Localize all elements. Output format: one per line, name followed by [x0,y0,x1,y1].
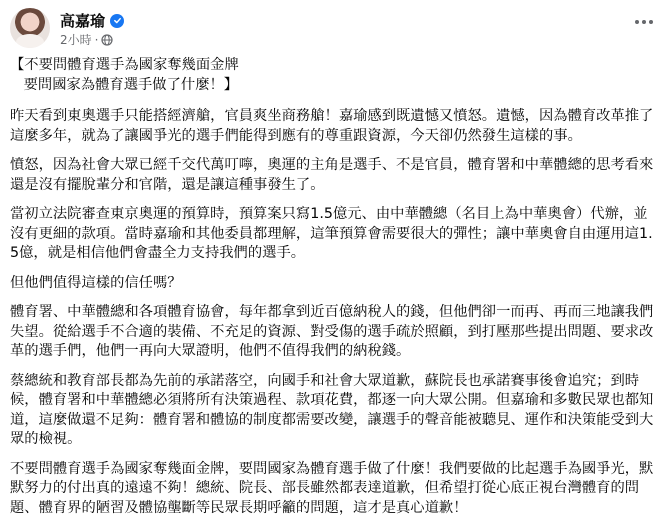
globe-icon [101,34,113,46]
more-options-icon[interactable] [630,12,658,32]
post-header [10,6,658,50]
meta-separator: · [94,32,99,47]
post-paragraph: 但他們值得這樣的信任嗎？ [10,274,182,291]
post-paragraph: 昨天看到東奧選手只能搭經濟艙，官員爽坐商務艙！嘉瑜感到既遺憾又憤怒。遺憾，因為體育改革推了這麼多年，就為了讓國爭光的選手們能得到應有的尊重跟資源，今天卻仍然發生這樣的事。 [10,108,654,144]
post-title: 【不要問體育選手為國家奪幾面金牌 要問國家為體育選手做了什麼！】 [10,57,239,93]
post-paragraph: 不要問體育選手為國家奪幾面金牌，要問國家為體育選手做了什麼！我們要做的比起選手為國爭光，默默努力的付出真的遠遠不夠！總統、院長、部長雖然都表達道歉，但希望打從心底正視台灣體育的問題、體育界的陋習及體協壟斷等民眾長期呼籲的問題，這才是真心道歉！ [10,460,654,516]
avatar[interactable] [10,8,50,48]
author-row [60,10,124,31]
post-content [10,56,658,528]
post-paragraph: 體育署、中華體總和各項體育協會，每年都拿到近百億納稅人的錢，但他們卻一而再、再而三地讓我們失望。從給選手不合適的裝備、不充足的資源、對受傷的選手疏於照顧，到打壓那些提出問題、要求改革的選手們，他們一再向大眾證明，他們不值得我們的納稅錢。 [10,304,654,359]
post-timestamp[interactable]: 2小時 [60,33,92,47]
verified-badge-icon [110,14,124,28]
post-paragraph: 蔡總統和教育部長都為先前的承諾落空，向國手和社會大眾道歉，蘇院長也承諾賽事後會追究；到時候，體育署和中華體總必須將所有決策過程、款項花費，都逐一向大眾公開。但嘉瑜和多數民眾也都知道，這麼做還不足夠：體育署和體協的制度都需要改變，讓選手的聲音能被聽見、運作和決策能受到大眾的檢視。 [10,372,654,447]
author-name[interactable]: 高嘉瑜 [60,12,106,30]
post-paragraph: 憤怒，因為社會大眾已經千交代萬叮嚀，奧運的主角是選手、不是官員，體育署和中華體總的思考看來還是沒有擺脫輩分和官階，還是讓這種事發生了。 [10,157,654,193]
post-paragraph: 當初立法院審查東京奧運的預算時，預算案只寫1.5億元、由中華體總（名目上為中華奧會）代辦，並沒有更細的款項。當時嘉瑜和其他委員都理解，這筆預算會需要很大的彈性；讓中華奧會自由運用這1.5億，就是相信他們會盡全力支持我們的選手。 [10,206,653,261]
post-meta [60,31,113,48]
